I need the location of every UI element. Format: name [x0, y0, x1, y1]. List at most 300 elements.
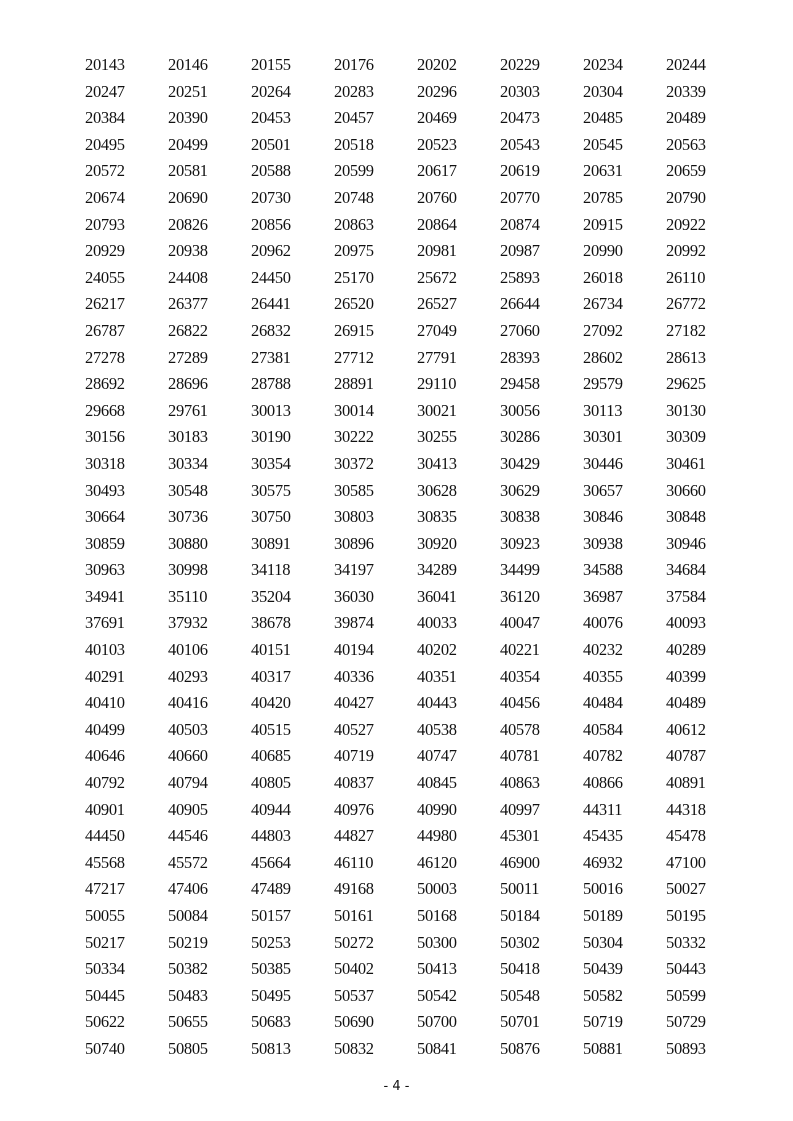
table-cell: 34289: [417, 560, 457, 580]
table-cell: 27289: [168, 347, 208, 367]
table-cell: 30156: [85, 427, 125, 447]
table-cell: 40866: [583, 773, 623, 793]
table-cell: 50055: [85, 906, 125, 925]
table-cell: 50537: [334, 985, 374, 1005]
table-cell: 50217: [85, 932, 125, 952]
table-cell: 26217: [85, 294, 125, 314]
table-cell: 30255: [417, 427, 457, 447]
table-cell: 50027: [666, 879, 706, 899]
table-cell: 26018: [583, 267, 623, 287]
table-cell: 40891: [666, 773, 706, 793]
table-cell: 26832: [251, 320, 291, 340]
table-row: [85, 374, 749, 401]
table-cell: 34499: [500, 560, 540, 580]
table-cell: 20229: [500, 55, 540, 74]
table-cell: 30493: [85, 480, 125, 500]
table-cell: 40489: [666, 693, 706, 713]
table-cell: 20489: [666, 108, 706, 128]
table-cell: 45568: [85, 852, 125, 872]
table-cell: 25170: [334, 267, 374, 287]
table-cell: 50495: [251, 985, 291, 1005]
table-cell: 30946: [666, 533, 706, 553]
table-cell: 50439: [583, 959, 623, 979]
table-cell: 50841: [417, 1038, 457, 1058]
table-cell: 40503: [168, 719, 208, 739]
table-row: [85, 321, 749, 348]
table-cell: 40410: [85, 693, 125, 713]
table-cell: 50813: [251, 1038, 291, 1058]
table-cell: 50382: [168, 959, 208, 979]
table-row: [85, 906, 749, 933]
table-cell: 20863: [334, 214, 374, 234]
table-cell: 40901: [85, 799, 125, 819]
table-cell: 20874: [500, 214, 540, 234]
table-cell: 40794: [168, 773, 208, 793]
table-row: [85, 454, 749, 481]
table-cell: 20304: [583, 81, 623, 101]
table-cell: 40782: [583, 746, 623, 766]
table-cell: 40837: [334, 773, 374, 793]
table-row: [85, 268, 749, 295]
table-cell: 20981: [417, 241, 457, 261]
table-cell: 20922: [666, 214, 706, 234]
table-cell: 27381: [251, 347, 291, 367]
table-cell: 50300: [417, 932, 457, 952]
table-cell: 40221: [500, 640, 540, 660]
table-cell: 50272: [334, 932, 374, 952]
table-cell: 30113: [583, 400, 623, 420]
table-cell: 20146: [168, 55, 208, 74]
table-cell: 40456: [500, 693, 540, 713]
table-cell: 20283: [334, 81, 374, 101]
table-cell: 46120: [417, 852, 457, 872]
table-cell: 20659: [666, 161, 706, 181]
table-cell: 30628: [417, 480, 457, 500]
table-cell: 20690: [168, 187, 208, 207]
table-cell: 20760: [417, 187, 457, 207]
table-cell: 30585: [334, 480, 374, 500]
table-cell: 20251: [168, 81, 208, 101]
table-cell: 29668: [85, 400, 125, 420]
table-cell: 28613: [666, 347, 706, 367]
table-cell: 26527: [417, 294, 457, 314]
table-row: [85, 481, 749, 508]
table-cell: 20581: [168, 161, 208, 181]
table-row: [85, 959, 749, 986]
table-cell: 27060: [500, 320, 540, 340]
table-cell: 50729: [666, 1012, 706, 1032]
table-cell: 20975: [334, 241, 374, 261]
table-cell: 46110: [334, 852, 374, 872]
table-cell: 40805: [251, 773, 291, 793]
table-cell: 30183: [168, 427, 208, 447]
table-cell: 50876: [500, 1038, 540, 1058]
table-row: [85, 933, 749, 960]
table-cell: 35110: [168, 586, 208, 606]
table-cell: 20826: [168, 214, 208, 234]
table-cell: 50253: [251, 932, 291, 952]
table-cell: 26787: [85, 320, 125, 340]
table-cell: 30846: [583, 507, 623, 527]
table-row: [85, 693, 749, 720]
table-cell: 44311: [583, 799, 623, 819]
table-cell: 26822: [168, 320, 208, 340]
table-cell: 34197: [334, 560, 374, 580]
table-cell: 25893: [500, 267, 540, 287]
table-cell: 20143: [85, 55, 125, 74]
table-cell: 40905: [168, 799, 208, 819]
table-cell: 40499: [85, 719, 125, 739]
table-cell: 20485: [583, 108, 623, 128]
table-cell: 45664: [251, 852, 291, 872]
table-row: [85, 82, 749, 109]
table-cell: 28692: [85, 374, 125, 394]
table-cell: 20296: [417, 81, 457, 101]
table-cell: 30938: [583, 533, 623, 553]
table-cell: 44546: [168, 826, 208, 846]
table-cell: 50402: [334, 959, 374, 979]
table-cell: 30318: [85, 453, 125, 473]
table-cell: 40685: [251, 746, 291, 766]
table-cell: 50548: [500, 985, 540, 1005]
table-cell: 20987: [500, 241, 540, 261]
table-cell: 20856: [251, 214, 291, 234]
table-cell: 20588: [251, 161, 291, 181]
table-cell: 40289: [666, 640, 706, 660]
table-cell: 30629: [500, 480, 540, 500]
table-cell: 28602: [583, 347, 623, 367]
table-cell: 30859: [85, 533, 125, 553]
table-cell: 50418: [500, 959, 540, 979]
table-cell: 36987: [583, 586, 623, 606]
table-cell: 24408: [168, 267, 208, 287]
table-cell: 20545: [583, 134, 623, 154]
table-cell: 50690: [334, 1012, 374, 1032]
table-cell: 36030: [334, 586, 374, 606]
table-cell: 20730: [251, 187, 291, 207]
table-row: [85, 1039, 749, 1066]
table-cell: 40792: [85, 773, 125, 793]
table-cell: 20176: [334, 55, 374, 74]
table-cell: 40719: [334, 746, 374, 766]
table-cell: 50832: [334, 1038, 374, 1058]
table-cell: 30014: [334, 400, 374, 420]
table-cell: 20929: [85, 241, 125, 261]
table-cell: 40944: [251, 799, 291, 819]
table-cell: 40351: [417, 666, 457, 686]
table-cell: 38678: [251, 613, 291, 633]
table-cell: 50168: [417, 906, 457, 925]
table-cell: 50445: [85, 985, 125, 1005]
table-cell: 20864: [417, 214, 457, 234]
table-cell: 44803: [251, 826, 291, 846]
table-cell: 29110: [417, 374, 457, 394]
table-cell: 44980: [417, 826, 457, 846]
table-cell: 30750: [251, 507, 291, 527]
table-cell: 20384: [85, 108, 125, 128]
table-cell: 36041: [417, 586, 457, 606]
table-cell: 50157: [251, 906, 291, 925]
table-cell: 40103: [85, 640, 125, 660]
table-cell: 29458: [500, 374, 540, 394]
table-cell: 30130: [666, 400, 706, 420]
table-cell: 20501: [251, 134, 291, 154]
table-cell: 28393: [500, 347, 540, 367]
table-cell: 26110: [666, 267, 706, 287]
table-cell: 30803: [334, 507, 374, 527]
table-cell: 40293: [168, 666, 208, 686]
table-cell: 20264: [251, 81, 291, 101]
table-cell: 20247: [85, 81, 125, 101]
table-cell: 30923: [500, 533, 540, 553]
table-cell: 40033: [417, 613, 457, 633]
table-cell: 26441: [251, 294, 291, 314]
table-cell: 20155: [251, 55, 291, 74]
table-row: [85, 294, 749, 321]
table-cell: 24055: [85, 267, 125, 287]
table-cell: 34941: [85, 586, 125, 606]
table-cell: 39874: [334, 613, 374, 633]
table-cell: 20339: [666, 81, 706, 101]
table-cell: 47406: [168, 879, 208, 899]
table-cell: 50003: [417, 879, 457, 899]
table-cell: 20770: [500, 187, 540, 207]
table-cell: 50016: [583, 879, 623, 899]
table-cell: 40976: [334, 799, 374, 819]
table-row: [85, 800, 749, 827]
table-cell: 50332: [666, 932, 706, 952]
table-cell: 50302: [500, 932, 540, 952]
table-cell: 50719: [583, 1012, 623, 1032]
table-cell: 20962: [251, 241, 291, 261]
table-cell: 40527: [334, 719, 374, 739]
table-row: [85, 720, 749, 747]
table-cell: 40317: [251, 666, 291, 686]
table-cell: 36120: [500, 586, 540, 606]
table-row: [85, 135, 749, 162]
table-row: [85, 613, 749, 640]
table-row: [85, 241, 749, 268]
table-cell: 20390: [168, 108, 208, 128]
table-cell: 20234: [583, 55, 623, 74]
table-cell: 20523: [417, 134, 457, 154]
table-cell: 26772: [666, 294, 706, 314]
table-cell: 20617: [417, 161, 457, 181]
table-cell: 30835: [417, 507, 457, 527]
table-cell: 50195: [666, 906, 706, 925]
table-cell: 26377: [168, 294, 208, 314]
table-cell: 30413: [417, 453, 457, 473]
table-cell: 30461: [666, 453, 706, 473]
table-cell: 20915: [583, 214, 623, 234]
table-cell: 30736: [168, 507, 208, 527]
table-row: [85, 108, 749, 135]
table-cell: 24450: [251, 267, 291, 287]
table-cell: 30222: [334, 427, 374, 447]
table-cell: 30334: [168, 453, 208, 473]
table-cell: 40578: [500, 719, 540, 739]
table-cell: 50655: [168, 1012, 208, 1032]
table-cell: 50683: [251, 1012, 291, 1032]
table-cell: 40336: [334, 666, 374, 686]
table-cell: 30891: [251, 533, 291, 553]
table-cell: 40427: [334, 693, 374, 713]
table-cell: 20543: [500, 134, 540, 154]
table-cell: 20790: [666, 187, 706, 207]
page-number: - 4 -: [383, 1079, 410, 1094]
table-cell: 20572: [85, 161, 125, 181]
table-cell: 40515: [251, 719, 291, 739]
table-cell: 30660: [666, 480, 706, 500]
table-row: [85, 401, 749, 428]
table-cell: 30021: [417, 400, 457, 420]
table-cell: 20457: [334, 108, 374, 128]
table-cell: 50219: [168, 932, 208, 952]
table-cell: 40646: [85, 746, 125, 766]
table-cell: 28696: [168, 374, 208, 394]
table-cell: 30309: [666, 427, 706, 447]
table-cell: 40291: [85, 666, 125, 686]
table-cell: 40076: [583, 613, 623, 633]
table-cell: 34118: [251, 560, 291, 580]
table-cell: 40845: [417, 773, 457, 793]
table-cell: 20202: [417, 55, 457, 74]
table-cell: 50740: [85, 1038, 125, 1058]
table-cell: 20631: [583, 161, 623, 181]
table-cell: 40484: [583, 693, 623, 713]
table-cell: 30372: [334, 453, 374, 473]
table-cell: 27049: [417, 320, 457, 340]
table-row: [85, 826, 749, 853]
table-cell: 30963: [85, 560, 125, 580]
table-cell: 40538: [417, 719, 457, 739]
table-cell: 37691: [85, 613, 125, 633]
table-cell: 45478: [666, 826, 706, 846]
table-cell: 40106: [168, 640, 208, 660]
table-row: [85, 853, 749, 880]
table-cell: 34588: [583, 560, 623, 580]
table-cell: 50599: [666, 985, 706, 1005]
table-cell: 40151: [251, 640, 291, 660]
table-cell: 30880: [168, 533, 208, 553]
table-cell: 46900: [500, 852, 540, 872]
table-cell: 20469: [417, 108, 457, 128]
table-cell: 20793: [85, 214, 125, 234]
table-cell: 20619: [500, 161, 540, 181]
table-row: [85, 773, 749, 800]
table-cell: 34684: [666, 560, 706, 580]
table-cell: 46932: [583, 852, 623, 872]
table-row: [85, 534, 749, 561]
table-cell: 40232: [583, 640, 623, 660]
table-cell: 37932: [168, 613, 208, 633]
table-cell: 40584: [583, 719, 623, 739]
table-cell: 26915: [334, 320, 374, 340]
table-cell: 40612: [666, 719, 706, 739]
table-row: [85, 507, 749, 534]
table-cell: 50701: [500, 1012, 540, 1032]
table-cell: 20938: [168, 241, 208, 261]
table-cell: 20495: [85, 134, 125, 154]
table-cell: 27092: [583, 320, 623, 340]
table-cell: 20748: [334, 187, 374, 207]
table-cell: 44318: [666, 799, 706, 819]
table-cell: 40047: [500, 613, 540, 633]
table-cell: 50443: [666, 959, 706, 979]
table-cell: 30896: [334, 533, 374, 553]
table-row: [85, 427, 749, 454]
table-cell: 30013: [251, 400, 291, 420]
table-cell: 50304: [583, 932, 623, 952]
table-row: [85, 986, 749, 1013]
table-cell: 40355: [583, 666, 623, 686]
table-cell: 40787: [666, 746, 706, 766]
table-cell: 30354: [251, 453, 291, 473]
table-cell: 30920: [417, 533, 457, 553]
table-cell: 28788: [251, 374, 291, 394]
table-cell: 40093: [666, 613, 706, 633]
table-cell: 20453: [251, 108, 291, 128]
table-cell: 50893: [666, 1038, 706, 1058]
table-cell: 40781: [500, 746, 540, 766]
table-cell: 40194: [334, 640, 374, 660]
table-cell: 50161: [334, 906, 374, 925]
table-cell: 50334: [85, 959, 125, 979]
table-cell: 50413: [417, 959, 457, 979]
table-cell: 50622: [85, 1012, 125, 1032]
table-cell: 47217: [85, 879, 125, 899]
table-cell: 40420: [251, 693, 291, 713]
table-cell: 20674: [85, 187, 125, 207]
table-cell: 40354: [500, 666, 540, 686]
table-cell: 20563: [666, 134, 706, 154]
table-row: [85, 587, 749, 614]
table-cell: 40202: [417, 640, 457, 660]
table-cell: 20518: [334, 134, 374, 154]
table-cell: 50542: [417, 985, 457, 1005]
table-cell: 20990: [583, 241, 623, 261]
table-cell: 27712: [334, 347, 374, 367]
table-cell: 44450: [85, 826, 125, 846]
table-cell: 20499: [168, 134, 208, 154]
table-row: [85, 1012, 749, 1039]
table-cell: 50483: [168, 985, 208, 1005]
table-cell: 44827: [334, 826, 374, 846]
table-cell: 50881: [583, 1038, 623, 1058]
table-cell: 30848: [666, 507, 706, 527]
table-row: [85, 55, 749, 82]
table-cell: 29625: [666, 374, 706, 394]
table-cell: 30664: [85, 507, 125, 527]
table-row: [85, 215, 749, 242]
table-cell: 26520: [334, 294, 374, 314]
table-cell: 40416: [168, 693, 208, 713]
table-cell: 50805: [168, 1038, 208, 1058]
table-cell: 40660: [168, 746, 208, 766]
table-cell: 26734: [583, 294, 623, 314]
table-cell: 40990: [417, 799, 457, 819]
table-cell: 20303: [500, 81, 540, 101]
table-cell: 50184: [500, 906, 540, 925]
table-cell: 50700: [417, 1012, 457, 1032]
table-cell: 40399: [666, 666, 706, 686]
table-cell: 30056: [500, 400, 540, 420]
table-row: [85, 560, 749, 587]
table-row: [85, 348, 749, 375]
table-cell: 30190: [251, 427, 291, 447]
table-cell: 30998: [168, 560, 208, 580]
table-cell: 45435: [583, 826, 623, 846]
